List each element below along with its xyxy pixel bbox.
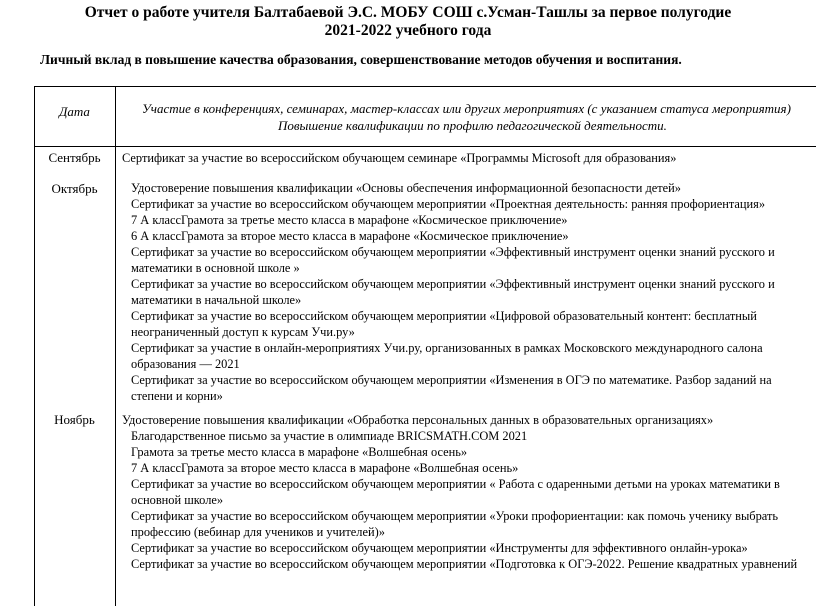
table-line: Сертификат за участие во всероссийском обучающем мероприятии «Подготовка к ОГЭ-2022. Решение квадратных уравнений (131, 557, 798, 571)
table-line: Удостоверение повышения квалификации «Обработка персональных данных в образовательных организациях» (122, 413, 714, 427)
month-september: Сентябрь (48, 150, 101, 165)
table-line: Удостоверение повышения квалификации «Основы обеспечения информационной безопасности детей» (131, 181, 681, 195)
table-line: 6 А классГрамота за второе место класса в марафоне «Космическое приключение» (131, 229, 569, 243)
month-november: Ноябрь (54, 412, 95, 427)
table-line: Сертификат за участие во всероссийском обучающем мероприятии « Работа с одаренными детьми на уроках математики в (131, 477, 780, 491)
table-line: Сертификат за участие во всероссийском обучающем мероприятии «Изменения в ОГЭ по математике. Разбор заданий на (131, 373, 772, 387)
report-title-line1: Отчет о работе учителя Балтабаевой Э.С. МОБУ СОШ с.Усман-Ташлы за первое полугодие (84, 4, 732, 21)
table-line: Сертификат за участие во всероссийском обучающем мероприятии «Эффективный инструмент оценки знаний русского и (131, 277, 775, 291)
table-line: Сертификат за участие во всероссийском обучающем мероприятии «Инструменты для эффективного онлайн-урока» (131, 541, 748, 555)
column-header-date: Дата (59, 104, 90, 119)
table-line: Сертификат за участие во всероссийском обучающем мероприятии «Эффективный инструмент оценки знаний русского и (131, 245, 775, 259)
table-header-border (34, 146, 816, 147)
table-line: образования — 2021 (131, 357, 240, 371)
table-line: математики в основной школе » (131, 261, 300, 275)
table-line: Благодарственное письмо за участие в олимпиаде BRICSMATH.COM 2021 (131, 429, 528, 443)
table-column-divider (115, 86, 116, 606)
table-line: профессию (вебинар для учеников и учителей)» (131, 525, 385, 539)
table-line: степени и корни» (131, 389, 223, 403)
table-line: неограниченный доступ к курсам Учи.ру» (131, 325, 355, 339)
column-header-participation-line1: Участие в конференциях, семинарах, мастер-классах или других мероприятиях (с указанием статуса мероприятия) (142, 101, 791, 116)
table-line: 7 А классГрамота за второе место класса в марафоне «Волшебная осень» (131, 461, 519, 475)
table-line: Сертификат за участие во всероссийском обучающем мероприятии «Проектная деятельность: ранняя профориентация» (131, 197, 766, 211)
table-line: Сертификат за участие в онлайн-мероприятиях Учи.ру, организованных в рамках Московского международного салона (131, 341, 763, 355)
section-subtitle: Личный вклад в повышение качества образования, совершенствование методов обучения и воспитания. (40, 52, 682, 67)
table-top-border (34, 86, 816, 87)
table-line: Сертификат за участие во всероссийском обучающем мероприятии «Цифровой образовательный контент: бесплатный (131, 309, 757, 323)
table-line: 7 А классГрамота за третье место класса в марафоне «Космическое приключение» (131, 213, 568, 227)
column-header-participation-line2: Повышение квалификации по профилю педагогической деятельности. (278, 118, 667, 133)
month-october: Октябрь (51, 181, 98, 196)
table-line: основной школе» (131, 493, 224, 507)
table-line: Грамота за третье место класса в марафоне «Волшебная осень» (131, 445, 468, 459)
report-title-line2: 2021-2022 учебного года (324, 22, 492, 39)
column-header-participation (118, 100, 816, 134)
table-line: Сертификат за участие во всероссийском обучающем семинаре «Программы Microsoft для образования» (122, 151, 677, 165)
table-line: Сертификат за участие во всероссийском обучающем мероприятии «Уроки профориентации: как помочь ученику выбрать (131, 509, 779, 523)
table-line: математики в начальной школе» (131, 293, 302, 307)
